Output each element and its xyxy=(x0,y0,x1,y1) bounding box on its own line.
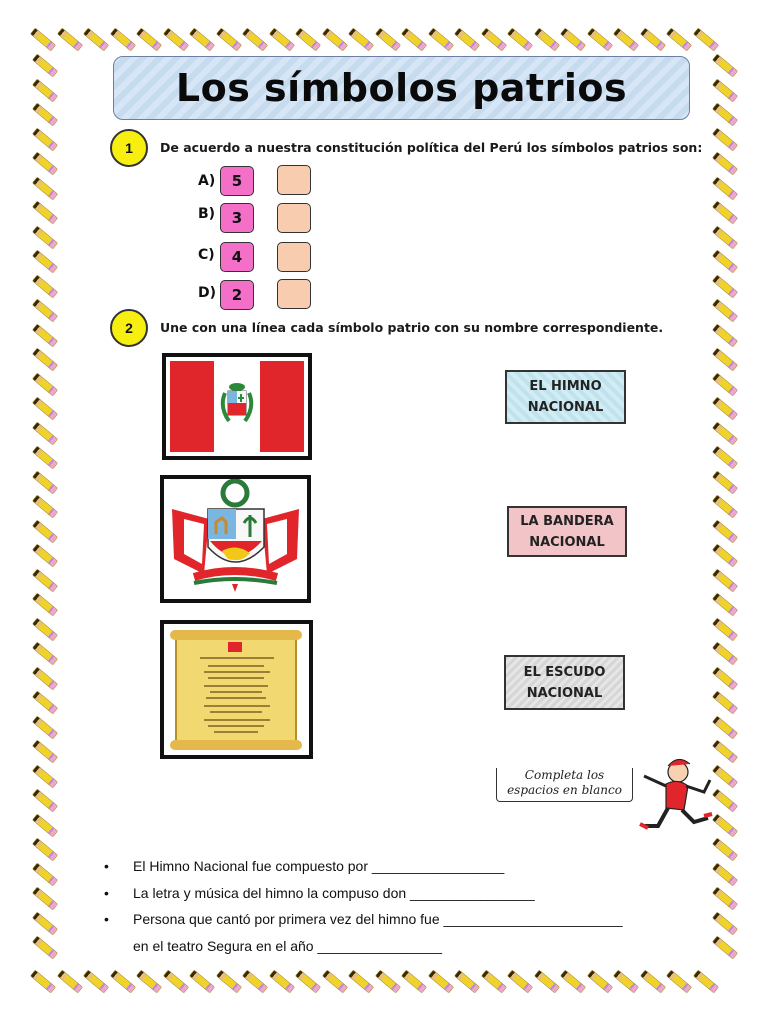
pencil-icon xyxy=(33,618,57,640)
pencil-icon xyxy=(269,28,293,50)
pencil-icon xyxy=(31,970,55,992)
pencil-icon xyxy=(713,79,737,101)
page-title: Los símbolos patrios xyxy=(175,66,628,110)
pencil-icon xyxy=(33,887,57,909)
pencil-icon xyxy=(713,152,737,174)
pencil-icon xyxy=(693,970,717,992)
pencil-icon xyxy=(33,716,57,738)
pencil-icon xyxy=(322,970,346,992)
pencil-icon xyxy=(640,970,664,992)
pencil-icon xyxy=(713,814,737,836)
pencil-icon xyxy=(713,863,737,885)
pencil-icon xyxy=(713,250,737,272)
option-d-answer-box[interactable] xyxy=(277,279,311,309)
pencil-icon xyxy=(713,54,737,76)
pencil-icon xyxy=(33,446,57,468)
pencil-icon xyxy=(713,642,737,664)
pencil-icon xyxy=(33,936,57,958)
pencil-icon xyxy=(33,275,57,297)
option-d-number: 2 xyxy=(220,280,254,310)
option-b-number: 3 xyxy=(220,203,254,233)
pencil-icon xyxy=(33,128,57,150)
pencil-icon xyxy=(33,495,57,517)
pencil-icon xyxy=(33,422,57,444)
list-item: • Persona que cantó por primera vez del himno fue _______________________ xyxy=(104,911,623,927)
pencil-icon xyxy=(713,397,737,419)
pencil-icon xyxy=(713,226,737,248)
pencil-icon xyxy=(428,28,452,50)
pencil-icon xyxy=(216,28,240,50)
pencil-icon xyxy=(713,667,737,689)
pencil-icon xyxy=(349,970,373,992)
pencil-icon xyxy=(243,28,267,50)
pencil-icon xyxy=(713,765,737,787)
question-2-badge: 2 xyxy=(110,309,148,347)
pencil-icon xyxy=(243,970,267,992)
pencil-icon xyxy=(57,28,81,50)
label-escudo-nacional[interactable]: EL ESCUDO NACIONAL xyxy=(504,655,625,710)
list-item: • La letra y música del himno la compuso don ________________ xyxy=(104,884,535,901)
pencil-icon xyxy=(713,838,737,860)
question-1-badge: 1 xyxy=(110,129,148,167)
pencil-icon xyxy=(33,912,57,934)
pencil-icon xyxy=(163,28,187,50)
pencil-icon xyxy=(713,275,737,297)
pencil-icon xyxy=(667,28,691,50)
pencil-icon xyxy=(481,970,505,992)
pencil-icon xyxy=(713,520,737,542)
coat-of-arms-icon xyxy=(164,479,307,599)
pencil-icon xyxy=(614,28,638,50)
peru-flag-image xyxy=(162,353,312,460)
pencil-icon xyxy=(33,569,57,591)
pencil-icon xyxy=(33,324,57,346)
pencil-icon xyxy=(455,28,479,50)
pencil-icon xyxy=(33,765,57,787)
pencil-icon xyxy=(713,495,737,517)
pencil-icon xyxy=(713,887,737,909)
pencil-icon xyxy=(33,373,57,395)
pencil-icon xyxy=(713,716,737,738)
pencil-icon xyxy=(33,79,57,101)
pencil-icon xyxy=(349,28,373,50)
option-c-number: 4 xyxy=(220,242,254,272)
pencil-icon xyxy=(137,970,161,992)
pencil-icon xyxy=(713,348,737,370)
option-d-letter: D) xyxy=(198,285,217,301)
pencil-icon xyxy=(713,789,737,811)
pencil-icon xyxy=(640,28,664,50)
pencil-icon xyxy=(33,544,57,566)
question-1-text: De acuerdo a nuestra constitución política del Perú los símbolos patrios son: xyxy=(160,140,703,155)
pencil-icon xyxy=(322,28,346,50)
pencil-icon xyxy=(713,373,737,395)
anthem-scroll-image xyxy=(160,620,313,759)
label-himno-nacional[interactable]: EL HIMNO NACIONAL xyxy=(505,370,626,424)
pencil-icon xyxy=(402,28,426,50)
pencil-icon xyxy=(33,397,57,419)
option-c-letter: C) xyxy=(198,247,215,263)
list-item-continuation: en el teatro Segura en el año ________________ xyxy=(133,937,443,954)
option-a-letter: A) xyxy=(198,173,216,189)
pencil-icon xyxy=(402,970,426,992)
option-a-number: 5 xyxy=(220,166,254,196)
pencil-icon xyxy=(33,348,57,370)
pencil-icon xyxy=(713,103,737,125)
pencil-icon xyxy=(713,740,737,762)
pencil-icon xyxy=(713,936,737,958)
pencil-icon xyxy=(534,28,558,50)
pencil-icon xyxy=(33,520,57,542)
pencil-icon xyxy=(33,593,57,615)
pencil-icon xyxy=(137,28,161,50)
question-2-text: Une con una línea cada símbolo patrio con su nombre correspondiente. xyxy=(160,320,664,335)
label-bandera-nacional[interactable]: LA BANDERA NACIONAL xyxy=(507,506,627,557)
pencil-icon xyxy=(33,299,57,321)
running-boy-icon xyxy=(636,756,716,842)
pencil-icon xyxy=(587,28,611,50)
pencil-icon xyxy=(33,863,57,885)
pencil-icon xyxy=(269,970,293,992)
pencil-icon xyxy=(84,28,108,50)
fill-in-list xyxy=(104,853,704,959)
pencil-icon xyxy=(534,970,558,992)
pencil-icon xyxy=(216,970,240,992)
complete-instruction-bubble: Completa los espacios en blanco xyxy=(496,768,633,802)
pencil-icon xyxy=(713,569,737,591)
pencil-icon xyxy=(33,54,57,76)
option-a-answer-box[interactable] xyxy=(277,165,311,195)
pencil-icon xyxy=(455,970,479,992)
pencil-icon xyxy=(713,128,737,150)
pencil-icon xyxy=(33,667,57,689)
pencil-icon xyxy=(33,814,57,836)
pencil-icon xyxy=(33,201,57,223)
pencil-icon xyxy=(33,103,57,125)
pencil-icon xyxy=(713,201,737,223)
pencil-icon xyxy=(296,970,320,992)
pencil-icon xyxy=(713,471,737,493)
pencil-icon xyxy=(33,152,57,174)
pencil-icon xyxy=(713,177,737,199)
peru-flag-icon xyxy=(170,361,304,452)
option-b-letter: B) xyxy=(198,206,216,222)
pencil-icon xyxy=(296,28,320,50)
pencil-icon xyxy=(110,28,134,50)
pencil-icon xyxy=(713,446,737,468)
option-b-answer-box[interactable] xyxy=(277,203,311,233)
pencil-icon xyxy=(33,642,57,664)
pencil-icon xyxy=(713,618,737,640)
list-item: • El Himno Nacional fue compuesto por _________________ xyxy=(104,858,505,874)
pencil-icon xyxy=(713,324,737,346)
pencil-icon xyxy=(713,912,737,934)
pencil-icon xyxy=(561,28,585,50)
pencil-icon xyxy=(33,789,57,811)
title-banner xyxy=(113,56,690,120)
pencil-icon xyxy=(713,422,737,444)
pencil-icon xyxy=(713,691,737,713)
option-c-answer-box[interactable] xyxy=(277,242,311,272)
peru-coat-of-arms-image xyxy=(160,475,311,603)
pencil-icon xyxy=(33,250,57,272)
pencil-icon xyxy=(33,838,57,860)
pencil-icon xyxy=(614,970,638,992)
pencil-icon xyxy=(190,28,214,50)
pencil-icon xyxy=(561,970,585,992)
pencil-icon xyxy=(667,970,691,992)
pencil-icon xyxy=(33,471,57,493)
pencil-icon xyxy=(31,28,55,50)
pencil-icon xyxy=(508,970,532,992)
pencil-icon xyxy=(428,970,452,992)
pencil-icon xyxy=(713,299,737,321)
pencil-icon xyxy=(33,691,57,713)
pencil-icon xyxy=(693,28,717,50)
pencil-icon xyxy=(508,28,532,50)
pencil-icon xyxy=(110,970,134,992)
pencil-icon xyxy=(163,970,187,992)
scroll-icon xyxy=(164,624,309,755)
pencil-icon xyxy=(33,226,57,248)
pencil-icon xyxy=(375,28,399,50)
pencil-icon xyxy=(713,593,737,615)
pencil-icon xyxy=(33,177,57,199)
pencil-icon xyxy=(587,970,611,992)
pencil-icon xyxy=(713,544,737,566)
pencil-icon xyxy=(375,970,399,992)
pencil-icon xyxy=(57,970,81,992)
pencil-icon xyxy=(84,970,108,992)
pencil-icon xyxy=(481,28,505,50)
pencil-icon xyxy=(33,740,57,762)
pencil-icon xyxy=(190,970,214,992)
